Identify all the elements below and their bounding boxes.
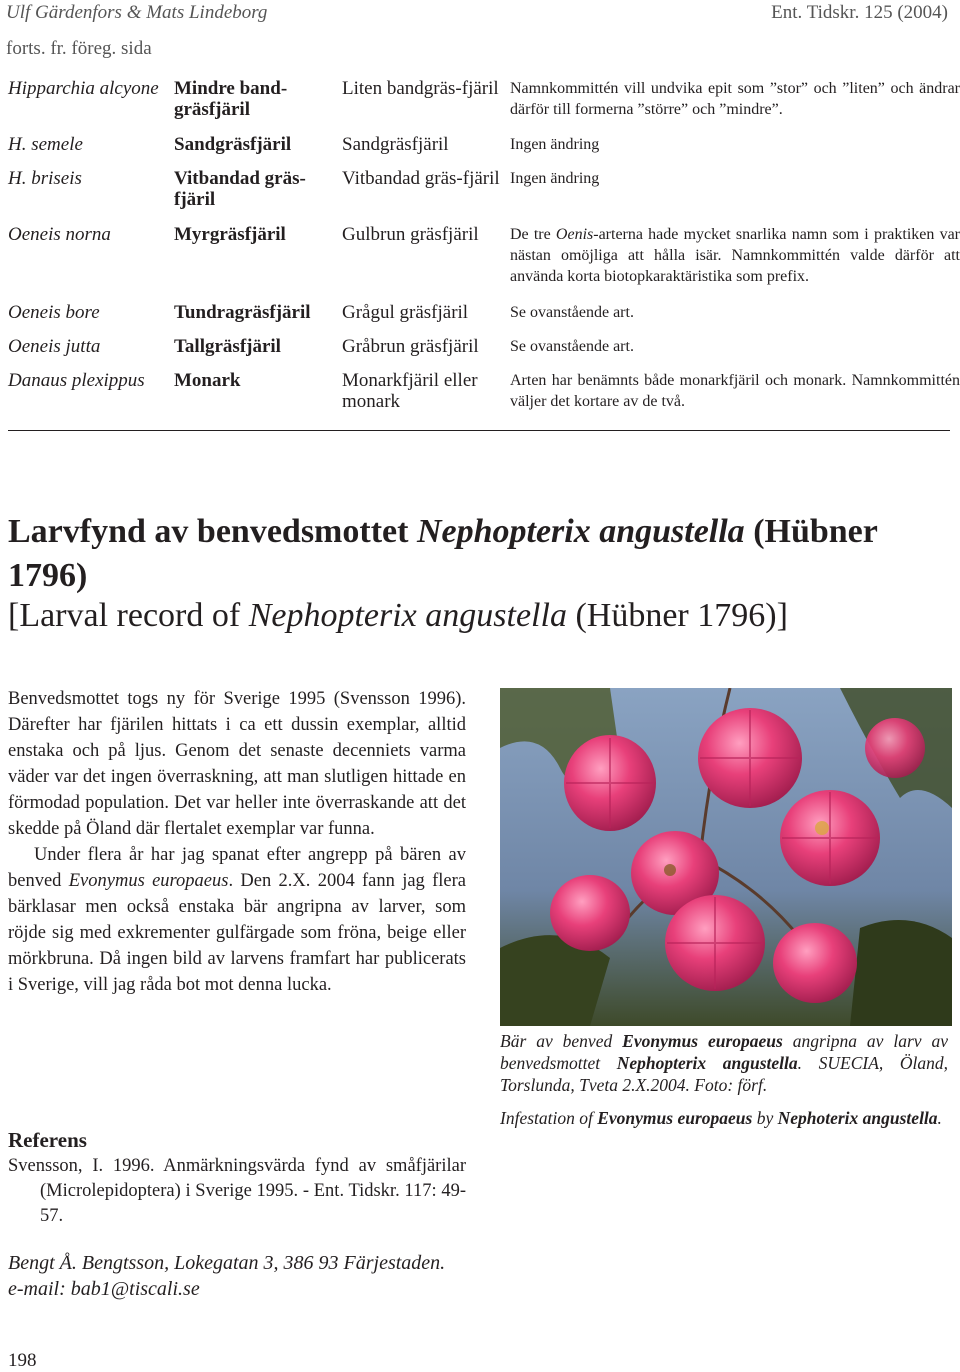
paragraph: [8, 842, 466, 998]
comment: [510, 224, 960, 287]
new-name: Sandgräsfjäril: [174, 134, 292, 155]
paragraph-text: Under flera år har jag spanat efter angrepp på bären av benved: [8, 845, 466, 891]
old-name: Gulbrun gräsfjäril: [342, 224, 479, 245]
old-name: Monarkfjäril eller monark: [342, 370, 478, 412]
caption-text: by: [752, 1108, 778, 1128]
old-name: Sandgräsfjäril: [342, 134, 449, 155]
scientific-name: Oeneis jutta: [8, 336, 101, 357]
title-species: Nephopterix angustella: [416, 513, 745, 550]
subtitle-species: Nephopterix angustella: [248, 597, 567, 634]
new-name: Tallgräsfjäril: [174, 336, 281, 357]
running-header-authors: Ulf Gärdenfors & Mats Lindeborg: [6, 2, 268, 23]
new-name: Tundragräsfjäril: [174, 302, 311, 323]
caption-text: angripna av larv av benvedsmottet: [500, 1031, 948, 1073]
new-name: Mindre band-gräsfjäril: [174, 78, 288, 120]
comment: Ingen ändring: [510, 136, 600, 153]
old-name: Grågul gräsfjäril: [342, 302, 469, 323]
scientific-name: Oeneis norna: [8, 224, 111, 245]
caption-text: Bär av benved: [500, 1031, 623, 1051]
running-header-journal: Ent. Tidskr. 125 (2004): [771, 2, 948, 23]
author-address: [8, 1250, 466, 1302]
continued-note: forts. fr. föreg. sida: [6, 38, 152, 59]
new-name: Monark: [174, 370, 241, 391]
paragraph: Benvedsmottet togs ny för Sverige 1995 (Svensson 1996). Därefter har fjärilen hittats i ca ett dussin exemplar, alltid enstaka och på ljus. Genom det senaste decenniets varma väder var det ingen överraskning, att man slutligen hittade en förmodad population. Det var heller inte överraskande att det skedde på Öland där flertalet exemplar var funna.: [8, 689, 466, 839]
paragraph-text: . Den 2.X. 2004 fann jag flera bärklasar men också enstaka bär angripna av larver, som röjde sig med exkrementer gulfärgade som fröna, beige eller mörkbruna. Då ingen bild av larvens framfart har publicerats i Sverige, vill jag råda bot mot denna lucka.: [8, 871, 466, 995]
comment-text: De tre: [510, 226, 556, 243]
old-name: Vitbandad gräs-fjäril: [342, 168, 500, 189]
title-text: (Hübner 1796): [8, 513, 878, 594]
article-body: [8, 686, 466, 998]
comment: Arten har benämnts både monarkfjäril och monark. Namnkommittén väljer det kortare av de två.: [510, 372, 960, 410]
comment-text: -arterna hade mycket snarlika namn som i praktiken var nästan omöjliga att hålla isär. Namnkommittén valde därför att använda korta biotopkaraktäristika som prefix.: [510, 226, 960, 285]
references-heading: Referens: [8, 1128, 87, 1152]
subtitle-text: (Hübner 1796)]: [566, 597, 788, 634]
scientific-name: H. briseis: [8, 168, 82, 189]
old-name: Gråbrun gräsfjäril: [342, 336, 479, 357]
caption-species: Nephopterix angustella: [616, 1053, 798, 1073]
berry-photo: [500, 688, 952, 1026]
scientific-name: Hipparchia alcyone: [8, 78, 159, 99]
article-title: [8, 510, 948, 598]
scientific-name: H. semele: [8, 134, 83, 155]
comment: Namnkommittén vill undvika epit som ”stor” och ”liten” och ändrar därför till formerna ”större” och ”mindre”.: [510, 80, 960, 118]
caption-text: .: [937, 1108, 942, 1128]
title-text: Larvfynd av benvedsmottet: [8, 513, 417, 550]
page-number: 198: [8, 1350, 37, 1371]
scientific-name: Danaus plexippus: [8, 370, 145, 391]
old-name: Liten bandgräs-fjäril: [342, 78, 499, 99]
caption-text: . SUECIA, Öland, Torslunda, Tveta 2.X.2004. Foto: förf.: [500, 1053, 948, 1095]
article-subtitle: [8, 596, 948, 636]
comment-genus: Oenis: [555, 226, 594, 243]
figure-caption-english: [500, 1107, 948, 1129]
caption-text: Infestation of: [500, 1108, 598, 1128]
new-name: Vitbandad gräs-fjäril: [174, 168, 306, 210]
caption-species: Nephoterix angustella: [777, 1108, 938, 1128]
author-line: Bengt Å. Bengtsson, Lokegatan 3, 386 93 Färjestaden.: [8, 1252, 446, 1274]
caption-species: Evonymus europaeus: [622, 1031, 783, 1051]
caption-species: Evonymus europaeus: [597, 1108, 753, 1128]
section-divider: [8, 430, 950, 431]
comment: Se ovanstående art.: [510, 338, 634, 355]
subtitle-text: [Larval record of: [8, 597, 249, 634]
new-name: Myrgräsfjäril: [174, 224, 286, 245]
comment: Se ovanstående art.: [510, 304, 634, 321]
reference-list: [8, 1154, 466, 1229]
scientific-name: Oeneis bore: [8, 302, 100, 323]
paragraph-species: Evonymus europaeus: [68, 871, 229, 891]
reference-item: Svensson, I. 1996. Anmärkningsvärda fynd av småfjärilar (Microlepidoptera) i Sverige 1995. - Ent. Tidskr. 117: 49-57.: [8, 1156, 466, 1226]
comment: Ingen ändring: [510, 170, 600, 187]
author-email[interactable]: e-mail: bab1@tiscali.se: [8, 1278, 200, 1300]
figure-caption-swedish: [500, 1030, 948, 1096]
